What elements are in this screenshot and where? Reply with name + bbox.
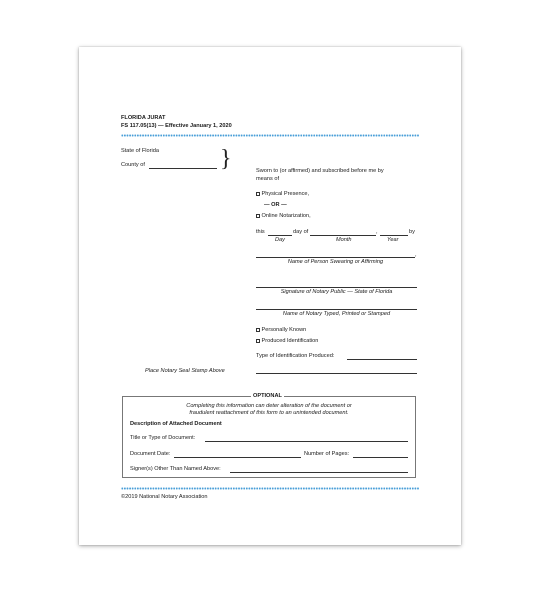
jurat-form-page (79, 47, 461, 545)
affiant-name-caption: Name of Person Swearing or Affirming (287, 259, 384, 265)
personally-known-option[interactable] (256, 327, 306, 334)
affiant-comma: , (415, 252, 417, 258)
statute-reference: FS 117.05(13) — Effective January 1, 2020 (121, 123, 232, 129)
document-title-field[interactable] (205, 441, 408, 442)
month-caption: Month (336, 237, 352, 243)
other-signers-field[interactable] (230, 472, 408, 473)
personally-known-checkbox[interactable] (256, 328, 260, 332)
page-count-field[interactable] (353, 457, 408, 458)
physical-presence-checkbox[interactable] (256, 192, 260, 196)
produced-id-checkbox[interactable] (256, 339, 260, 343)
id-type-field[interactable] (347, 359, 417, 360)
sworn-statement-line2: means of (256, 176, 280, 182)
online-notarization-checkbox[interactable] (256, 214, 260, 218)
notary-signature-caption: Signature of Notary Public — State of Florida (280, 289, 393, 295)
county-field[interactable] (149, 168, 217, 169)
day-caption: Day (275, 237, 285, 243)
produced-id-option[interactable] (256, 338, 318, 345)
optional-note-line1: Completing this information can deter alteration of the document or (186, 403, 352, 409)
day-of-text: day of (293, 229, 309, 235)
seal-stamp-caption: Place Notary Seal Stamp Above (145, 368, 225, 374)
document-date-label: Document Date: (130, 451, 171, 457)
month-field[interactable] (310, 235, 376, 236)
notary-name-field[interactable] (256, 309, 417, 310)
venue-brace: } (220, 146, 232, 172)
optional-note-line2: fraudulent reattachment of this form to an unintended document. (189, 410, 349, 416)
affiant-name-field[interactable] (256, 257, 415, 258)
form-title: FLORIDA JURAT (121, 115, 166, 121)
comma-text: , (376, 229, 378, 235)
year-caption: Year (387, 237, 399, 243)
document-date-field[interactable] (174, 457, 301, 458)
document-title-label: Title or Type of Document: (130, 435, 196, 441)
optional-section (122, 393, 416, 478)
physical-presence-option[interactable] (256, 191, 309, 198)
physical-presence-label: Physical Presence, (261, 191, 310, 197)
copyright-footer: ©2019 National Notary Association (121, 494, 208, 500)
personally-known-label: Personally Known (261, 327, 307, 333)
online-notarization-label: Online Notarization, (261, 213, 311, 219)
day-field[interactable] (268, 235, 292, 236)
this-text: this (256, 229, 265, 235)
bottom-dotted-divider (121, 487, 419, 490)
other-signers-label: Signer(s) Other Than Named Above: (130, 466, 221, 472)
online-notarization-option[interactable] (256, 213, 311, 220)
county-label: County of (121, 162, 145, 168)
sworn-statement-line1: Sworn to (or affirmed) and subscribed before me by (256, 168, 384, 174)
optional-heading: OPTIONAL (253, 393, 282, 399)
state-label: State of Florida (121, 148, 159, 154)
id-type-label: Type of Identification Produced: (256, 353, 335, 359)
by-text: by (409, 229, 415, 235)
notary-name-caption: Name of Notary Typed, Printed or Stamped (282, 311, 391, 317)
produced-id-label: Produced Identification (261, 338, 319, 344)
or-separator: — OR — (264, 202, 287, 208)
top-dotted-divider (121, 134, 419, 137)
description-heading: Description of Attached Document (130, 421, 222, 427)
notary-signature-field[interactable] (256, 287, 417, 288)
year-field[interactable] (380, 235, 408, 236)
id-type-field-continued[interactable] (256, 373, 417, 374)
page-count-label: Number of Pages: (304, 451, 350, 457)
